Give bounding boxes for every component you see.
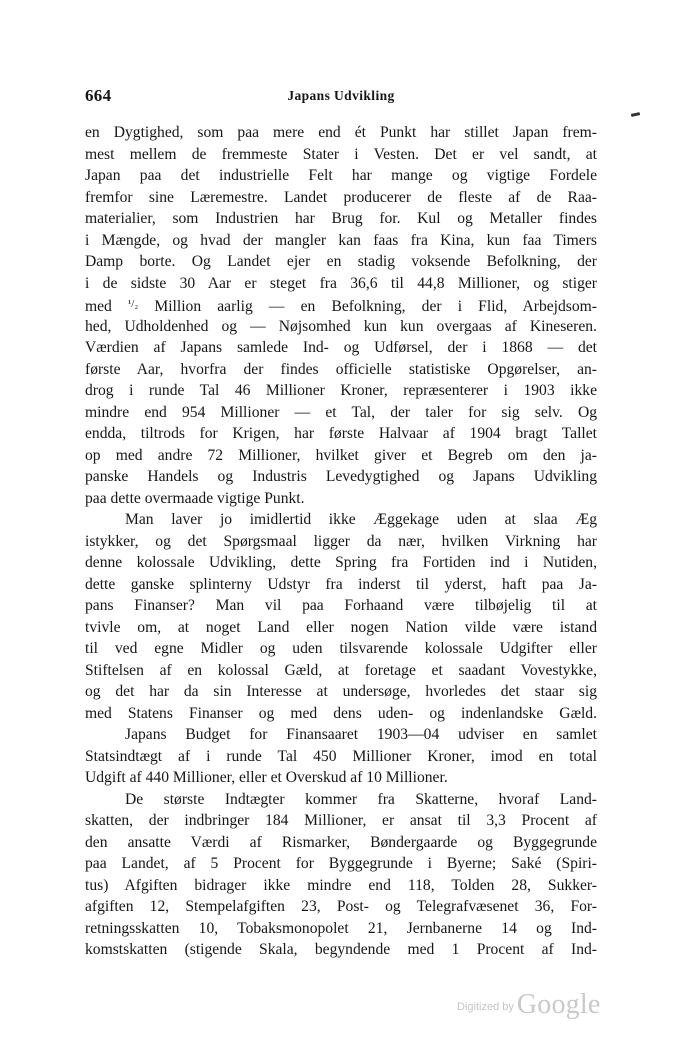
text-line: materialier, som Industrien har Brug for. Kul og Metaller findes: [85, 210, 597, 227]
text-line: Damp borte. Og Landet ejer en stadig voksende Befolkning, der: [85, 253, 597, 270]
text-line: Man laver jo imidlertid ikke Æggekage uden at slaa Æg: [125, 511, 597, 528]
text-line: hed, Udholdenhed og — Nøjsomhed kun kun overgaas af Kineseren.: [85, 317, 597, 335]
text-line: op med andre 72 Millioner, hvilket giver et Begreb om den ja-: [85, 446, 597, 464]
fraction-half: ¹/₂: [127, 298, 139, 310]
text-line: dette ganske splinterny Udstyr fra inderst til yderst, haft paa Ja-: [85, 575, 597, 593]
stray-ink-mark: [631, 112, 640, 117]
text-line: Japans Budget for Finansaaret 1903—04 udviser en samlet: [125, 726, 597, 743]
page-number: 664: [85, 86, 112, 105]
line-start: med: [85, 298, 128, 315]
text-line: tvivle om, at noget Land eller nogen Nation vilde være istand: [85, 618, 597, 636]
text-line: komstskatten (stigende Skala, begyndende med 1 Procent af Ind-: [85, 941, 597, 958]
text-line: den ansatte Værdi af Rismarker, Bøndergaarde og Byggegrunde: [85, 833, 597, 851]
body-text: [85, 122, 597, 961]
text-line: Værdien af Japans samlede Ind- og Udførsel, der i 1868 — det: [85, 339, 597, 356]
text-line: pans Finanser? Man vil paa Forhaand være tilbøjelig til at: [85, 597, 597, 614]
text-line: drog i runde Tal 46 Millioner Kroner, repræsenterer i 1903 ikke: [85, 382, 597, 399]
text-line: Stiftelsen af en kolossal Gæld, at foretage et saadant Vovestykke,: [85, 661, 597, 679]
text-line: skatten, der indbringer 184 Millioner, er ansat til 3,3 Procent af: [85, 812, 597, 829]
text-line: endda, tiltrods for Krigen, har første Halvaar af 1904 bragt Tallet: [85, 425, 597, 442]
text-line: mest mellem de fremmeste Stater i Vesten. Det er vel sandt, at: [85, 145, 597, 163]
text-line: første Aar, hvorfra der findes officielle statistiske Opgørelser, an-: [85, 360, 597, 378]
text-line-with-fraction: [85, 294, 597, 316]
text-line: afgiften 12, Stempelafgiften 23, Post- og Telegrafvæsenet 36, For-: [85, 898, 597, 915]
text-line: paa Landet, af 5 Procent for Byggegrunde i Byerne; Saké (Spiri-: [85, 855, 597, 872]
text-line: en Dygtighed, som paa mere end ét Punkt har stillet Japan frem-: [85, 124, 597, 141]
text-line: panske Handels og Industris Levedygtighed og Japans Udvikling: [85, 468, 597, 485]
text-line: paa dette overmaade vigtige Punkt.: [85, 489, 305, 507]
text-line: retningsskatten 10, Tobaksmonopolet 21, Jernbanerne 14 og Ind-: [85, 919, 597, 937]
text-line: De største Indtægter kommer fra Skatterne, hvoraf Land-: [125, 790, 597, 808]
page-header: [85, 86, 597, 108]
text-line: Japan paa det industrielle Felt har mange og vigtige Fordele: [85, 167, 597, 184]
text-line: med Statens Finanser og med dens uden- og indenlandske Gæld.: [85, 704, 597, 722]
text-line: og det har da sin Interesse at undersøge, hvorledes det staar sig: [85, 683, 597, 700]
text-line: Statsindtægt af i runde Tal 450 Millioner Kroner, imod en total: [85, 747, 597, 765]
text-line: i de sidste 30 Aar er steget fra 36,6 til 44,8 Millioner, og stiger: [85, 274, 597, 292]
text-line: istykker, og det Spørgsmaal ligger da nær, hvilken Virkning har: [85, 532, 597, 550]
text-line: Udgift af 440 Millioner, eller et Overskud af 10 Millioner.: [85, 769, 448, 786]
text-line: fremfor sine Læremestre. Landet producerer de fleste af de Raa-: [85, 188, 597, 206]
google-watermark: [457, 989, 601, 1025]
running-title: Japans Udvikling: [287, 88, 395, 103]
google-logo: Google: [516, 989, 601, 1020]
text-line: tus) Afgiften bidrager ikke mindre end 118, Tolden 28, Sukker-: [85, 876, 597, 894]
text-line: denne kolossale Udvikling, dette Spring fra Fortiden ind i Nutiden,: [85, 554, 597, 571]
line-end: Million aarlig — en Befolkning, der i Flid, Arbejdsom-: [154, 298, 597, 315]
watermark-prefix: Digitized by: [457, 1001, 514, 1013]
text-line: mindre end 954 Millioner — et Tal, der taler for sig selv. Og: [85, 403, 597, 421]
text-line: til ved egne Midler og uden tilsvarende kolossale Udgifter eller: [85, 640, 597, 657]
text-line: i Mængde, og hvad der mangler kan faas fra Kina, kun faa Timers: [85, 231, 597, 249]
